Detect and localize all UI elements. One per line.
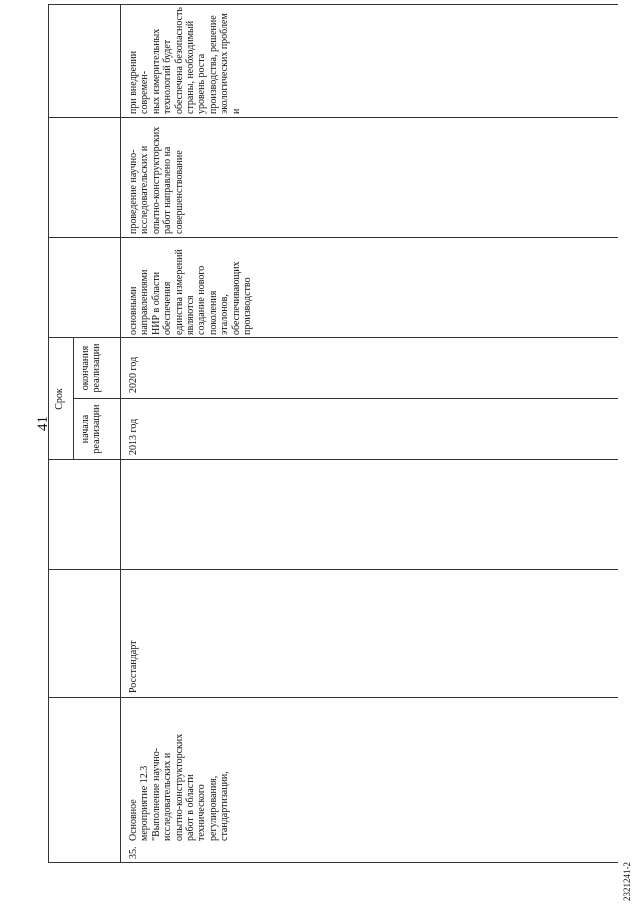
text-line: технического [196, 784, 208, 841]
text-line: создание нового поколения [196, 265, 219, 335]
column-divider [48, 237, 618, 238]
page-number: 41 [35, 416, 51, 431]
text-line: регулирования, [207, 775, 219, 841]
text-line: исследовательских и [162, 752, 174, 841]
end-cell: 2020 год [128, 356, 139, 393]
text-line: при внедрении современ- [128, 50, 151, 114]
header-start: начала реализации [80, 404, 102, 454]
text-line: экологических проблем и [219, 13, 242, 114]
text-line: производство [242, 277, 254, 335]
document-id: 2321241-2 [622, 862, 632, 901]
program-table [48, 5, 618, 863]
column-divider [73, 398, 618, 399]
text-line: технологий будет [162, 39, 174, 114]
text-line: мероприятие 12.3 [139, 765, 151, 841]
text-line: основными направлениями [128, 269, 151, 335]
column-divider [48, 459, 618, 460]
text-line: опытно-конструкторских [150, 126, 162, 234]
row-name-cell [128, 699, 231, 841]
text-line: эталонов, обеспечивающих [219, 261, 242, 335]
text-line: производства, решение [207, 15, 219, 114]
row-number: 35. [128, 846, 139, 859]
text-line: совершенствование [173, 150, 185, 234]
text-line: стандартизации, [219, 771, 231, 841]
link-cell [128, 6, 242, 114]
text-line: страны, необходимый [185, 20, 197, 114]
text-line: исследовательских и [139, 145, 151, 234]
header-bottom-border [120, 5, 121, 863]
executor-cell: Росстандарт [128, 640, 139, 693]
text-line: работ направлено на [162, 146, 174, 234]
directions-cell [128, 120, 185, 234]
text-line: обеспечена безопасность [173, 7, 185, 114]
text-line: работ в области [185, 774, 197, 841]
text-line: опытно-конструкторских [173, 733, 185, 841]
column-divider [48, 697, 618, 698]
text-line: проведение научно- [128, 149, 139, 234]
text-line: уровень роста [196, 53, 208, 114]
table-top-border [48, 5, 49, 863]
result-cell [128, 239, 253, 335]
column-divider [48, 117, 618, 118]
srok-divider [73, 338, 74, 460]
text-line: "Выполнение научно- [150, 747, 162, 841]
table-right-border [48, 4, 618, 5]
table-left-border [48, 862, 618, 863]
header-srok: Срок [54, 388, 65, 410]
text-line: единства измерений являются [173, 249, 197, 335]
column-divider [48, 569, 618, 570]
header-end: окончания реализации [80, 343, 102, 393]
text-line: НИР в области обеспечения [150, 271, 174, 335]
text-line: ных измерительных [150, 28, 162, 114]
text-line: Основное [128, 799, 139, 841]
start-cell: 2013 год [128, 418, 139, 455]
